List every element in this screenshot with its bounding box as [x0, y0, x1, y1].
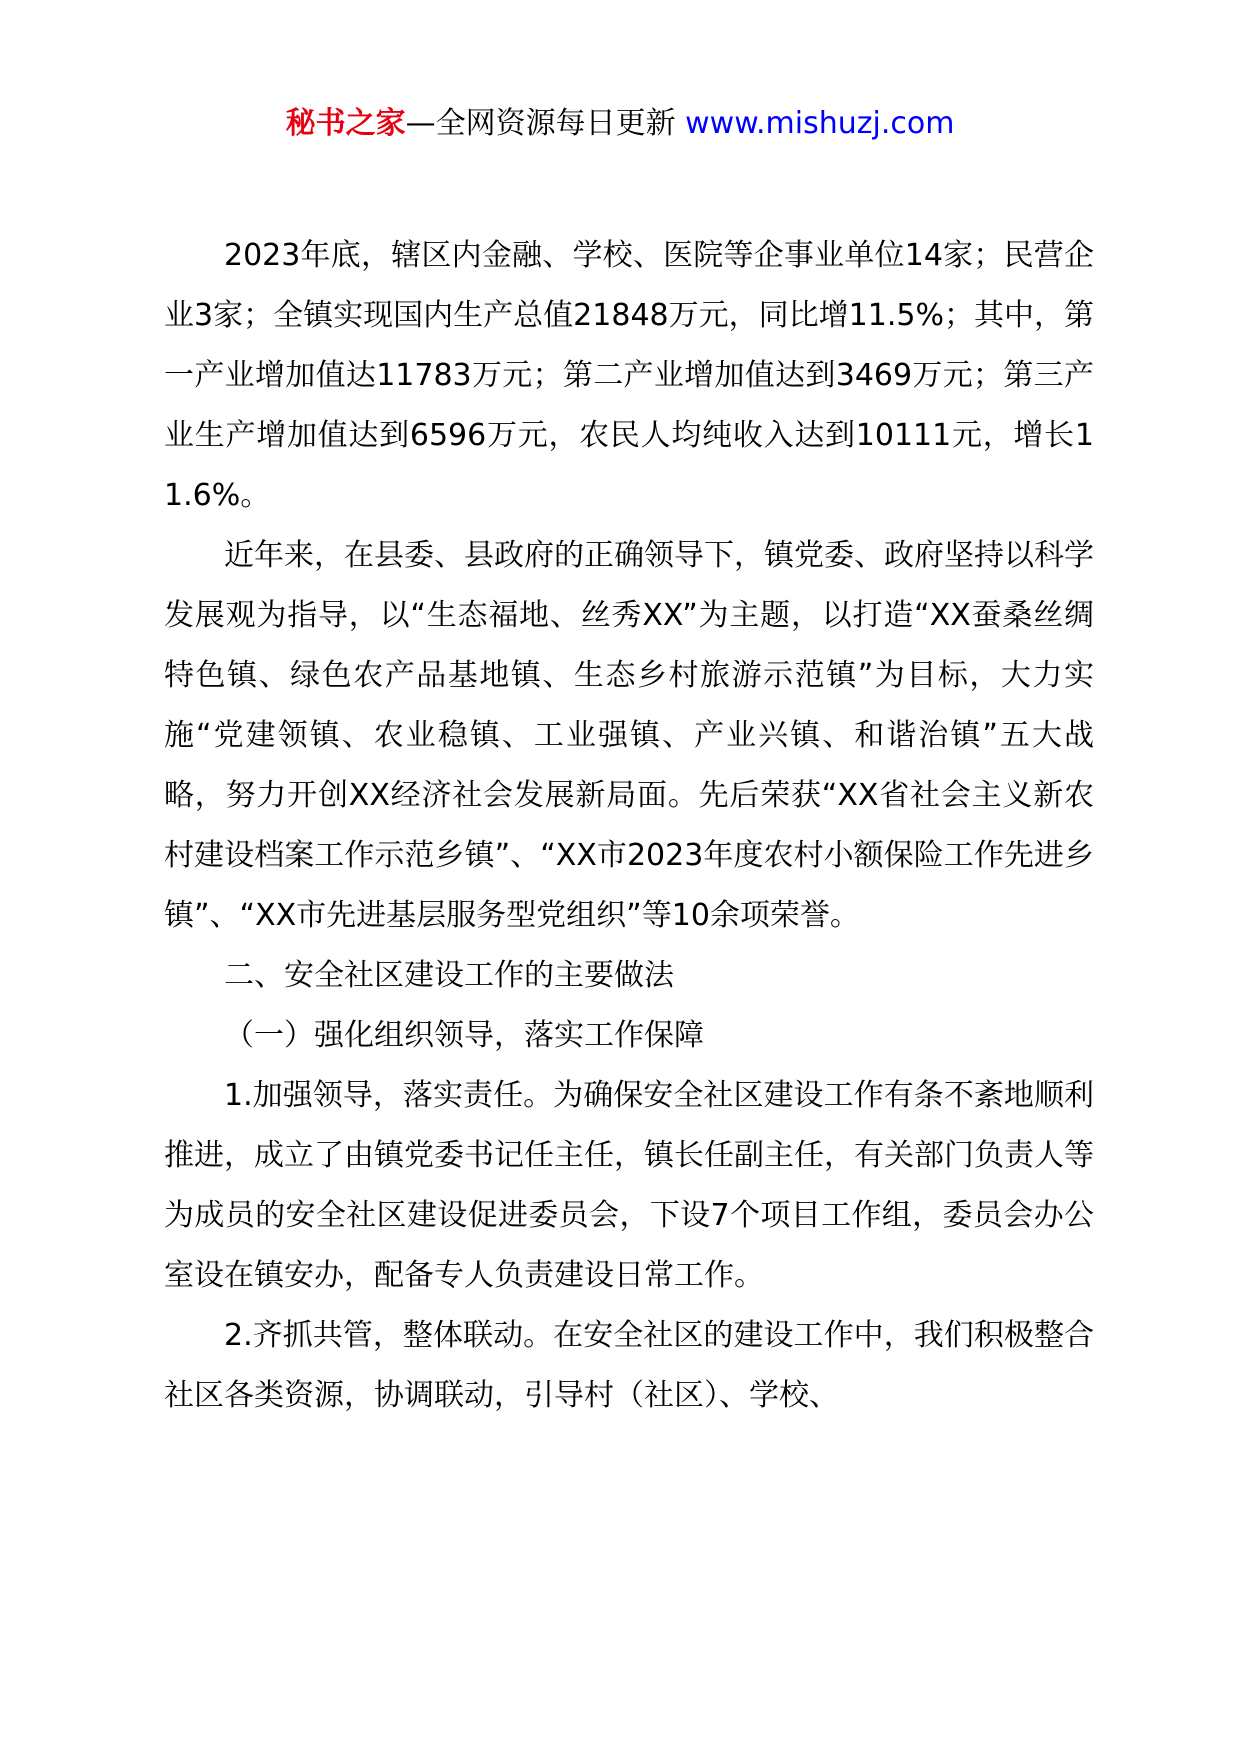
site-tagline: —全网资源每日更新	[405, 106, 676, 141]
paragraph-economy-stats: 2023年底，辖区内金融、学校、医院等企事业单位14家；民营企业3家；全镇实现国内生产总值21848万元，同比增11.5%；其中，第一产业增加值达11783万元；第二产业增加值达到3469万元；第三产业生产增加值达到6596万元，农民人均纯收入达到10111元，增长11.6%。	[164, 238, 1094, 513]
site-brand: 秘书之家	[285, 106, 406, 141]
subsection-heading: （一）强化组织领导，落实工作保障	[224, 1018, 704, 1053]
site-header	[0, 98, 1240, 150]
paragraph-coordination: 2.齐抓共管，整体联动。在安全社区的建设工作中，我们积极整合社区各类资源，协调联动，引导村（社区）、学校、	[164, 1318, 1094, 1413]
paragraph-achievements: 近年来，在县委、县政府的正确领导下，镇党委、政府坚持以科学发展观为指导，以“生态福地、丝秀XX”为主题，以打造“XX蚕桑丝绸特色镇、绿色农产品基地镇、生态乡村旅游示范镇”为目标，大力实施“党建领镇、农业稳镇、工业强镇、产业兴镇、和谐治镇”五大战略，努力开创XX经济社会发展新局面。先后荣获“XX省社会主义新农村建设档案工作示范乡镇”、“XX市2023年度农村小额保险工作先进乡镇”、“XX市先进基层服务型党组织”等10余项荣誉。	[164, 538, 1094, 933]
paragraph-leadership: 1.加强领导，落实责任。为确保安全社区建设工作有条不紊地顺利推进，成立了由镇党委书记任主任，镇长任副主任，有关部门负责人等为成员的安全社区建设促进委员会，下设7个项目工作组，委员会办公室设在镇安办，配备专人负责建设日常工作。	[164, 1078, 1094, 1293]
section-heading: 二、安全社区建设工作的主要做法	[224, 958, 674, 993]
document-body	[164, 226, 1094, 1426]
site-url-link[interactable]: www.mishuzj.com	[685, 106, 955, 141]
